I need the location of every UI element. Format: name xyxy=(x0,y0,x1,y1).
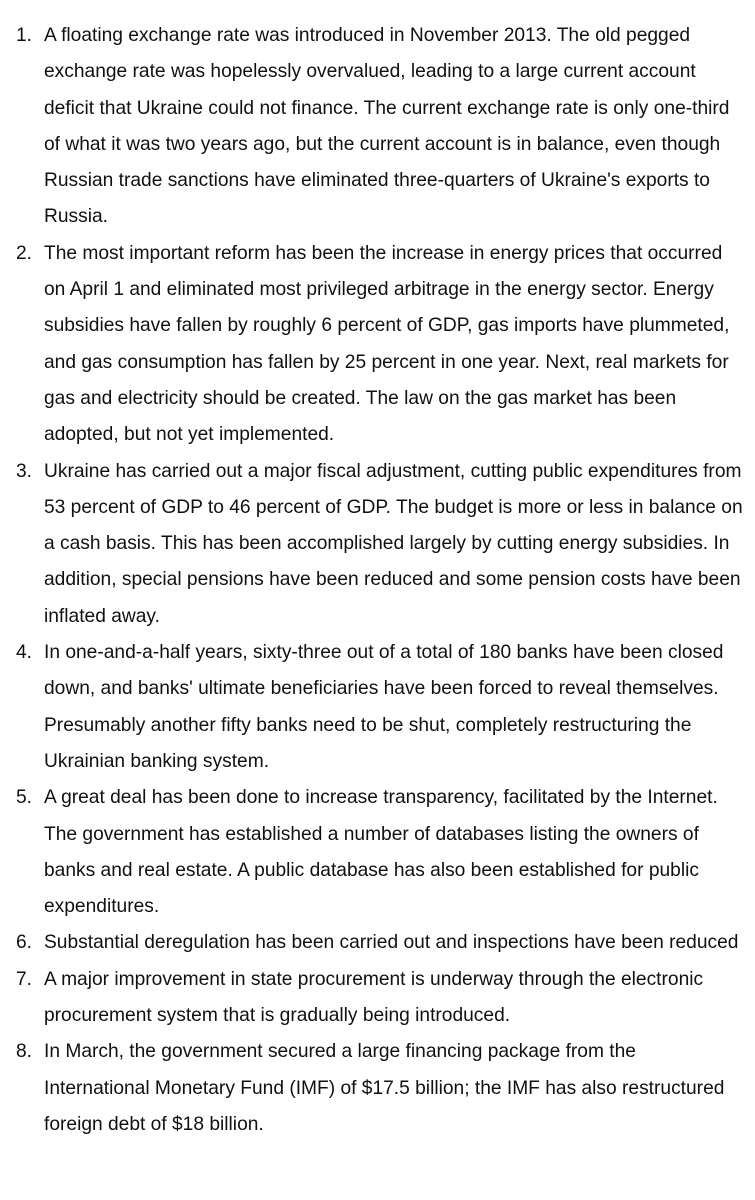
list-item-number: 4. xyxy=(16,642,33,664)
list-item-number: 1. xyxy=(16,25,33,46)
list-item-text: Substantial deregulation has been carried out and inspections have been reduced xyxy=(44,932,739,954)
list-item-number: 7. xyxy=(16,968,33,990)
list-item-number: 2. xyxy=(16,242,33,264)
list-item-text: A great deal has been done to increase transparency, facilitated by the Internet. The government has established a number of databases listing the owners of banks and real estate. A public database has also been established for public expenditures. xyxy=(44,787,718,918)
list-item-text: Ukraine has carried out a major fiscal adjustment, cutting public expenditures from 53 percent of GDP to 46 percent of GDP. The budget is more or less in balance on a cash basis. This has been accomplished largely by cutting energy subsidies. In addition, special pensions have been reduced and some pension costs have been inflated away. xyxy=(44,460,743,627)
list-item xyxy=(0,925,755,961)
list-item-text: In one-and-a-half years, sixty-three out of a total of 180 banks have been closed down, and banks' ultimate beneficiaries have been forced to reveal themselves. Presumably another fifty banks need to be shut, completely restructuring the Ukrainian banking system. xyxy=(44,642,724,772)
list-item xyxy=(0,18,755,236)
list-item-text: A floating exchange rate was introduced in November 2013. The old pegged exchange rate was hopelessly overvalued, leading to a large current account deficit that Ukraine could not finance. The current exchange rate is only one-third of what it was two years ago, but the current account is in balance, even though Russian trade sanctions have eliminated three-quarters of Ukraine's exports to Russia. xyxy=(44,25,730,228)
list-item xyxy=(0,454,755,635)
list-item xyxy=(0,635,755,780)
list-item xyxy=(0,780,755,925)
list-item xyxy=(0,962,755,1035)
list-item-number: 6. xyxy=(16,932,33,954)
list-item xyxy=(0,236,755,454)
list-item-number: 5. xyxy=(16,787,33,809)
list-item-text: A major improvement in state procurement is underway through the electronic procurement system that is gradually being introduced. xyxy=(44,968,704,1027)
list-item-number: 8. xyxy=(16,1041,33,1063)
list-item-text: In March, the government secured a large financing package from the International Monetary Fund (IMF) of $17.5 billion; the IMF has also restructured foreign debt of $18 billion. xyxy=(44,1041,725,1135)
list-item-number: 3. xyxy=(16,460,33,482)
list-item-text: The most important reform has been the increase in energy prices that occurred on April 1 and eliminated most privileged arbitrage in the energy sector. Energy subsidies have fallen by roughly 6 percent of GDP, gas imports have plummeted, and gas consumption has fallen by 25 percent in one year. Next, real markets for gas and electricity should be created. The law on the gas market has been adopted, but not yet implemented. xyxy=(44,242,730,446)
list-item xyxy=(0,1034,755,1143)
